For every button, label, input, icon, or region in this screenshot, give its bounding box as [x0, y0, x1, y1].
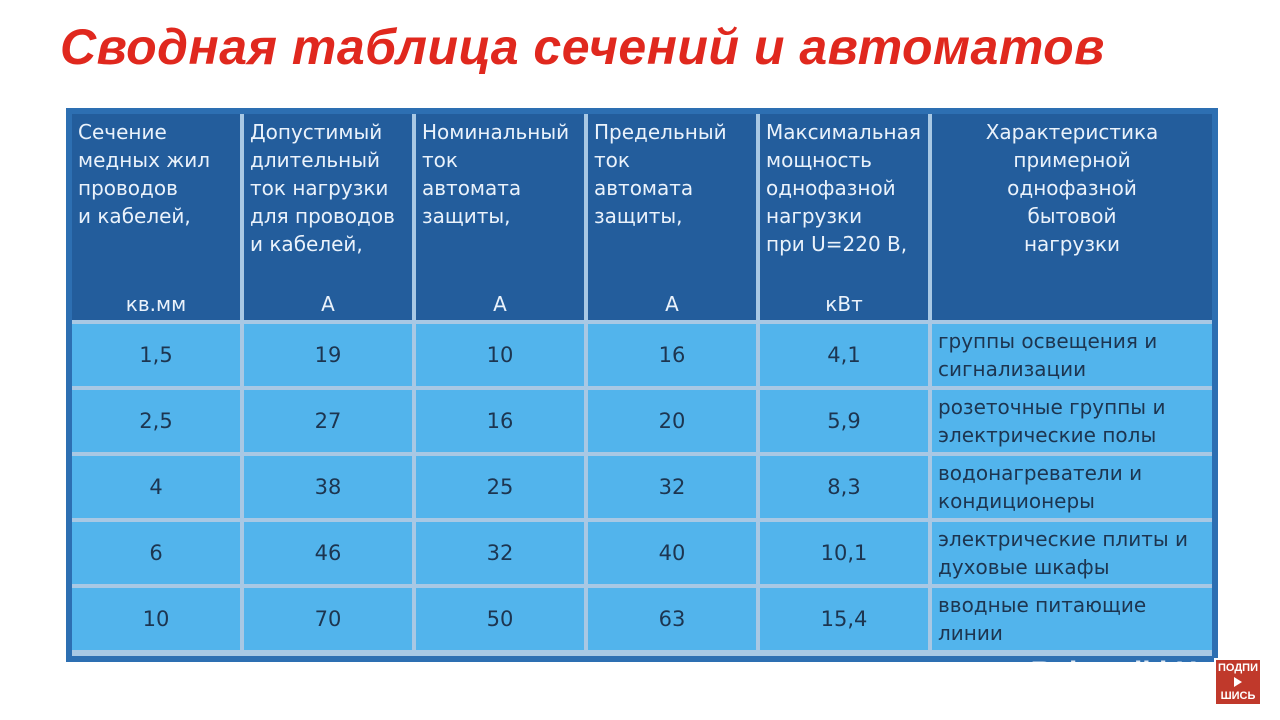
table-cell-r4-c0: 10	[72, 588, 240, 650]
header-text: Характеристика примерной однофазной бытовой нагрузки	[985, 120, 1159, 256]
header-cell-5	[932, 114, 1212, 320]
watermark: Rabotniki.Ua	[1030, 656, 1214, 689]
table-cell-r3-c2: 32	[416, 522, 584, 584]
table-cell-r1-c0: 2,5	[72, 390, 240, 452]
table-cell-r0-c1: 19	[244, 324, 412, 386]
table-cell-r2-c0: 4	[72, 456, 240, 518]
table-cell-r2-c5: водонагреватели и кондиционеры	[932, 456, 1212, 518]
table-cell-r3-c0: 6	[72, 522, 240, 584]
table-cell-r3-c5: электрические плиты и духовые шкафы	[932, 522, 1212, 584]
header-cell-4	[760, 114, 928, 320]
table-cell-r2-c1: 38	[244, 456, 412, 518]
header-text: Допустимый длительный ток нагрузки для проводов и кабелей,	[250, 120, 395, 256]
table-cell-r4-c3: 63	[588, 588, 756, 650]
table-cell-r1-c3: 20	[588, 390, 756, 452]
header-text: Предельный ток автомата защиты,	[594, 120, 727, 228]
table-cell-r0-c3: 16	[588, 324, 756, 386]
table-cell-r4-c4: 15,4	[760, 588, 928, 650]
table-cell-r1-c4: 5,9	[760, 390, 928, 452]
table-cell-r1-c2: 16	[416, 390, 584, 452]
cable-breaker-table	[66, 108, 1218, 662]
table-cell-r2-c2: 25	[416, 456, 584, 518]
table-cell-r2-c4: 8,3	[760, 456, 928, 518]
table-cell-r3-c3: 40	[588, 522, 756, 584]
table-cell-r0-c4: 4,1	[760, 324, 928, 386]
header-unit: кв.мм	[125, 292, 187, 316]
page-title: Сводная таблица сечений и автоматов	[60, 19, 1105, 75]
header-cell-0	[72, 114, 240, 320]
header-text: Сечение медных жил проводов и кабелей,	[78, 120, 211, 228]
header-unit: А	[665, 292, 679, 316]
header-unit: А	[493, 292, 507, 316]
table-cell-r4-c1: 70	[244, 588, 412, 650]
subscribe-button[interactable]	[1214, 658, 1262, 706]
table-cell-r4-c5: вводные питающие линии	[932, 588, 1212, 650]
table-cell-r3-c4: 10,1	[760, 522, 928, 584]
play-icon	[1234, 677, 1242, 687]
table-cell-r0-c0: 1,5	[72, 324, 240, 386]
table-cell-r0-c5: группы освещения и сигнализации	[932, 324, 1212, 386]
header-unit: кВт	[825, 292, 863, 316]
header-cell-1	[244, 114, 412, 320]
subscribe-label-top: ПОДПИ	[1218, 662, 1258, 674]
table-cell-r1-c5: розеточные группы и электрические полы	[932, 390, 1212, 452]
table-grid	[72, 114, 1212, 656]
header-cell-2	[416, 114, 584, 320]
table-cell-r3-c1: 46	[244, 522, 412, 584]
table-cell-r2-c3: 32	[588, 456, 756, 518]
table-cell-r1-c1: 27	[244, 390, 412, 452]
table-cell-r0-c2: 10	[416, 324, 584, 386]
header-unit: А	[321, 292, 335, 316]
table-cell-r4-c2: 50	[416, 588, 584, 650]
header-text: Номинальный ток автомата защиты,	[422, 120, 570, 228]
header-text: Максимальная мощность однофазной нагрузки при U=220 В,	[766, 120, 921, 256]
header-cell-3	[588, 114, 756, 320]
subscribe-label-bottom: ШИСЬ	[1220, 690, 1256, 702]
